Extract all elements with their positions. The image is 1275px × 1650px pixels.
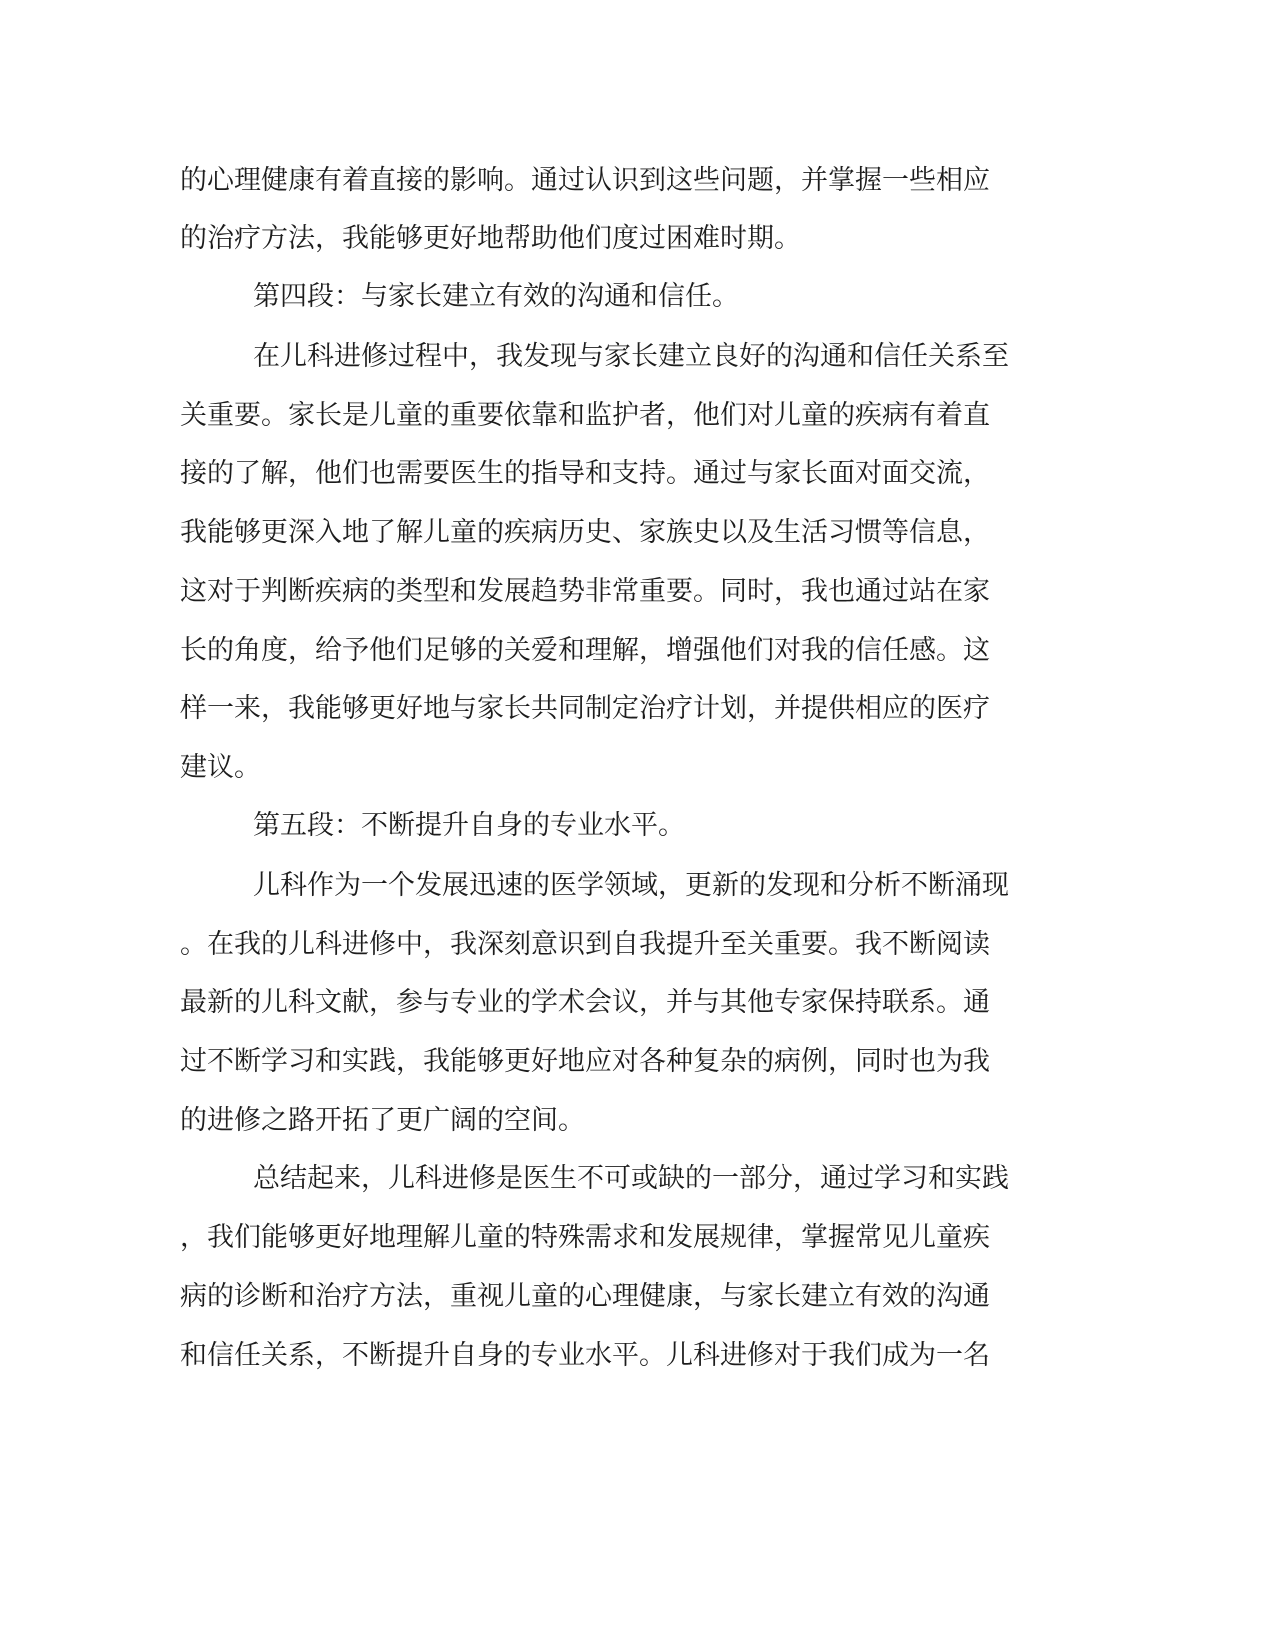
text-line: 样一来，我能够更好地与家长共同制定治疗计划，并提供相应的医疗 (180, 693, 990, 724)
text-line: 病的诊断和治疗方法，重视儿童的心理健康，与家长建立有效的沟通 (180, 1281, 990, 1312)
text-line: 儿科作为一个发展迅速的医学领域，更新的发现和分析不断涌现 (253, 870, 1009, 901)
section-heading: 第五段：不断提升自身的专业水平。 (253, 810, 685, 841)
text-line: ，我们能够更好地理解儿童的特殊需求和发展规律，掌握常见儿童疾 (180, 1222, 990, 1253)
section-heading: 第四段：与家长建立有效的沟通和信任。 (253, 281, 739, 312)
text-line: 长的角度，给予他们足够的关爱和理解，增强他们对我的信任感。这 (180, 635, 990, 666)
text-line: 在儿科进修过程中，我发现与家长建立良好的沟通和信任关系至 (253, 341, 1009, 372)
text-line: 总结起来，儿科进修是医生不可或缺的一部分，通过学习和实践 (253, 1163, 1009, 1194)
text-line: 和信任关系，不断提升自身的专业水平。儿科进修对于我们成为一名 (180, 1340, 990, 1371)
text-line: 过不断学习和实践，我能够更好地应对各种复杂的病例，同时也为我 (180, 1046, 990, 1077)
text-line: 最新的儿科文献，参与专业的学术会议，并与其他专家保持联系。通 (180, 987, 990, 1018)
text-line: 建议。 (180, 752, 261, 783)
text-line: 这对于判断疾病的类型和发展趋势非常重要。同时，我也通过站在家 (180, 576, 990, 607)
text-line: 我能够更深入地了解儿童的疾病历史、家族史以及生活习惯等信息， (180, 517, 990, 548)
text-line: 的进修之路开拓了更广阔的空间。 (180, 1105, 585, 1136)
text-line: 。在我的儿科进修中，我深刻意识到自我提升至关重要。我不断阅读 (180, 929, 990, 960)
text-line: 的治疗方法，我能够更好地帮助他们度过困难时期。 (180, 223, 801, 254)
text-line: 关重要。家长是儿童的重要依靠和监护者，他们对儿童的疾病有着直 (180, 400, 990, 431)
text-line: 接的了解，他们也需要医生的指导和支持。通过与家长面对面交流， (180, 458, 990, 489)
text-line: 的心理健康有着直接的影响。通过认识到这些问题，并掌握一些相应 (180, 165, 990, 196)
